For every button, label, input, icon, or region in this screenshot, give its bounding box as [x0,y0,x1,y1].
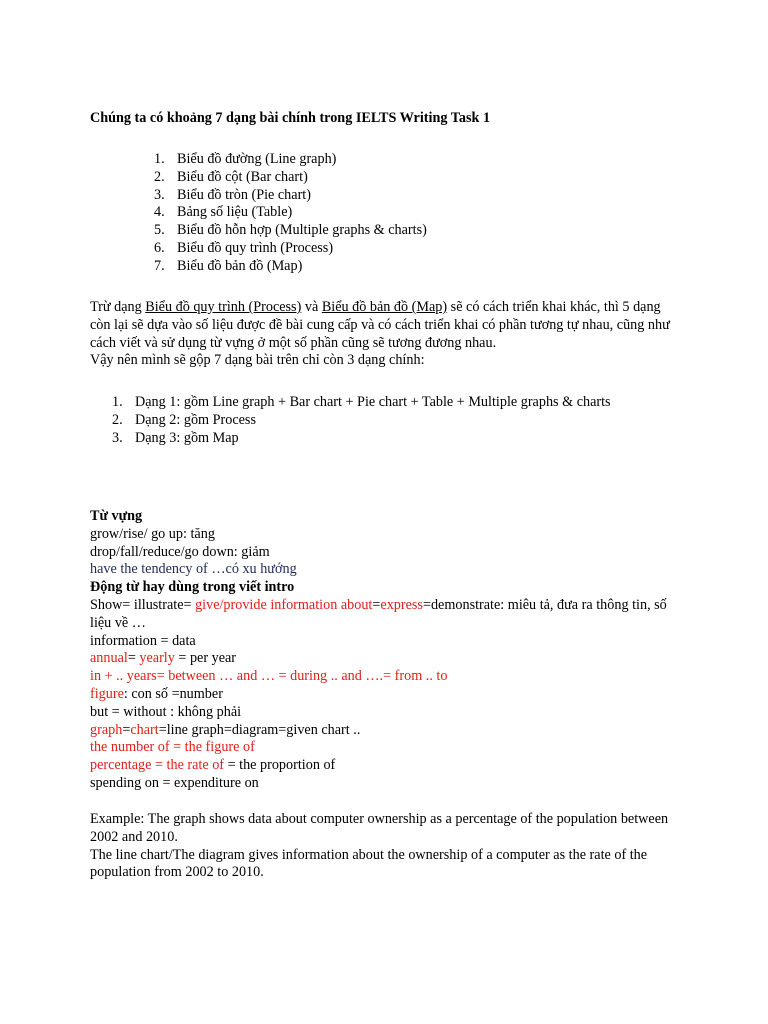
vocab-text: = [127,650,140,667]
vocab-highlight: chart [130,721,159,738]
vocab-heading: Từ vựng [90,508,143,524]
list-number: 5. [154,222,165,239]
list-item [154,151,767,169]
vocab-text: =line graph=diagram=given chart .. [158,721,361,738]
vocab-text: = [122,721,131,738]
vocab-highlight: percentage = the rate of [90,757,225,774]
vocab-highlight: express [380,596,423,613]
list-text: Dạng 2: gồm Process [135,411,256,428]
vocab-line [90,722,670,740]
process-link[interactable]: Biểu đồ quy trình (Process) [145,299,302,315]
list-text: Biểu đồ hỗn hợp (Multiple graphs & charts) [177,222,427,239]
paragraph-text: Trừ dạng [90,299,146,315]
list-text: Biểu đồ tròn (Pie chart) [177,186,311,203]
list-number: 1. [154,151,165,167]
vocab-line: drop/fall/reduce/go down: giảm [90,543,270,560]
list-item [154,222,767,240]
list-item [154,186,767,205]
list-number: 6. [154,239,165,256]
list-text: Biểu đồ cột (Bar chart) [177,168,308,185]
vocab-line [90,686,670,704]
list-number: 3. [154,186,165,203]
vocab-highlight: figure [90,685,124,702]
list-text: Dạng 3: gồm Map [135,429,239,446]
vocab-text: = per year [174,650,237,667]
list-number: 2. [154,168,165,185]
list-item [112,429,725,448]
vocab-highlight: yearly [139,650,175,667]
task-types-list [154,151,767,276]
map-link[interactable]: Biểu đồ bản đồ (Map) [321,299,448,315]
vocab-line: grow/rise/ go up: tăng [90,525,215,542]
vocab-text: = [372,596,381,613]
vocab-text: = the proportion of [224,757,336,774]
list-item [154,257,767,276]
paragraph-text: và [301,299,322,315]
vocab-text: =demonstrate: miêu tả, đưa ra thông tin, số liệu về … [90,596,667,631]
list-item [154,239,767,258]
list-number: 4. [154,204,165,221]
vocab-line: the number of = the figure of [90,739,255,756]
list-number: 2. [112,411,123,428]
paragraph-text: Vậy nên mình sẽ gộp 7 dạng bài trên chỉ còn 3 dạng chính: [90,352,425,369]
vocab-line: have the tendency of …có xu hướng [90,561,297,578]
paragraph-text: sẽ có cách triển khai khác, thì 5 dạng còn lại sẽ dựa vào số liệu được đề bài cung cấp và có cách triển khai có phần tương tự nhau, cũng như cách viết và sử dụng từ vựng ở một số phần cũng sẽ tương đương nhau. [90,299,670,351]
list-item [112,411,725,430]
list-text: Biểu đồ quy trình (Process) [177,239,334,256]
list-item [154,204,767,222]
list-text: Biểu đồ đường (Line graph) [177,151,337,167]
list-text: Dạng 1: gồm Line graph + Bar chart + Pie chart + Table + Multiple graphs & charts [135,394,611,410]
list-number: 3. [112,429,123,446]
list-item [112,394,725,412]
main-groups-list [112,394,725,447]
vocab-line: but = without : không phải [90,703,242,720]
example-section [90,811,670,882]
vocab-line [90,650,670,668]
vocabulary-section [90,508,670,793]
vocab-line: in + .. years= between … and … = during .. and ….= from .. to [90,668,448,685]
intro-verbs-heading: Động từ hay dùng trong viết intro [90,579,295,596]
vocab-line: spending on = expenditure on [90,774,259,791]
list-text: Biểu đồ bản đồ (Map) [177,257,303,274]
vocab-line [90,757,670,775]
vocab-text: Show= illustrate= [90,596,196,613]
list-item [154,168,767,187]
example-sentence: Example: The graph shows data about computer ownership as a percentage of the population between 2002 and 2010. [90,811,669,845]
list-text: Bảng số liệu (Table) [177,204,293,221]
vocab-highlight: graph [90,721,123,738]
list-number: 1. [112,394,123,410]
example-sentence: The line chart/The diagram gives information about the ownership of a computer as the rate of the population from 2002 to 2010. [90,846,648,881]
list-number: 7. [154,257,165,274]
vocab-line: information = data [90,632,196,649]
intro-heading: Chúng ta có khoảng 7 dạng bài chính trong IELTS Writing Task 1 [90,110,491,126]
vocab-highlight: annual [90,650,128,667]
vocab-line [90,597,670,633]
vocab-highlight: give/provide information about [195,596,373,613]
vocab-text: : con số =number [123,685,223,702]
explanation-paragraph [90,299,670,370]
